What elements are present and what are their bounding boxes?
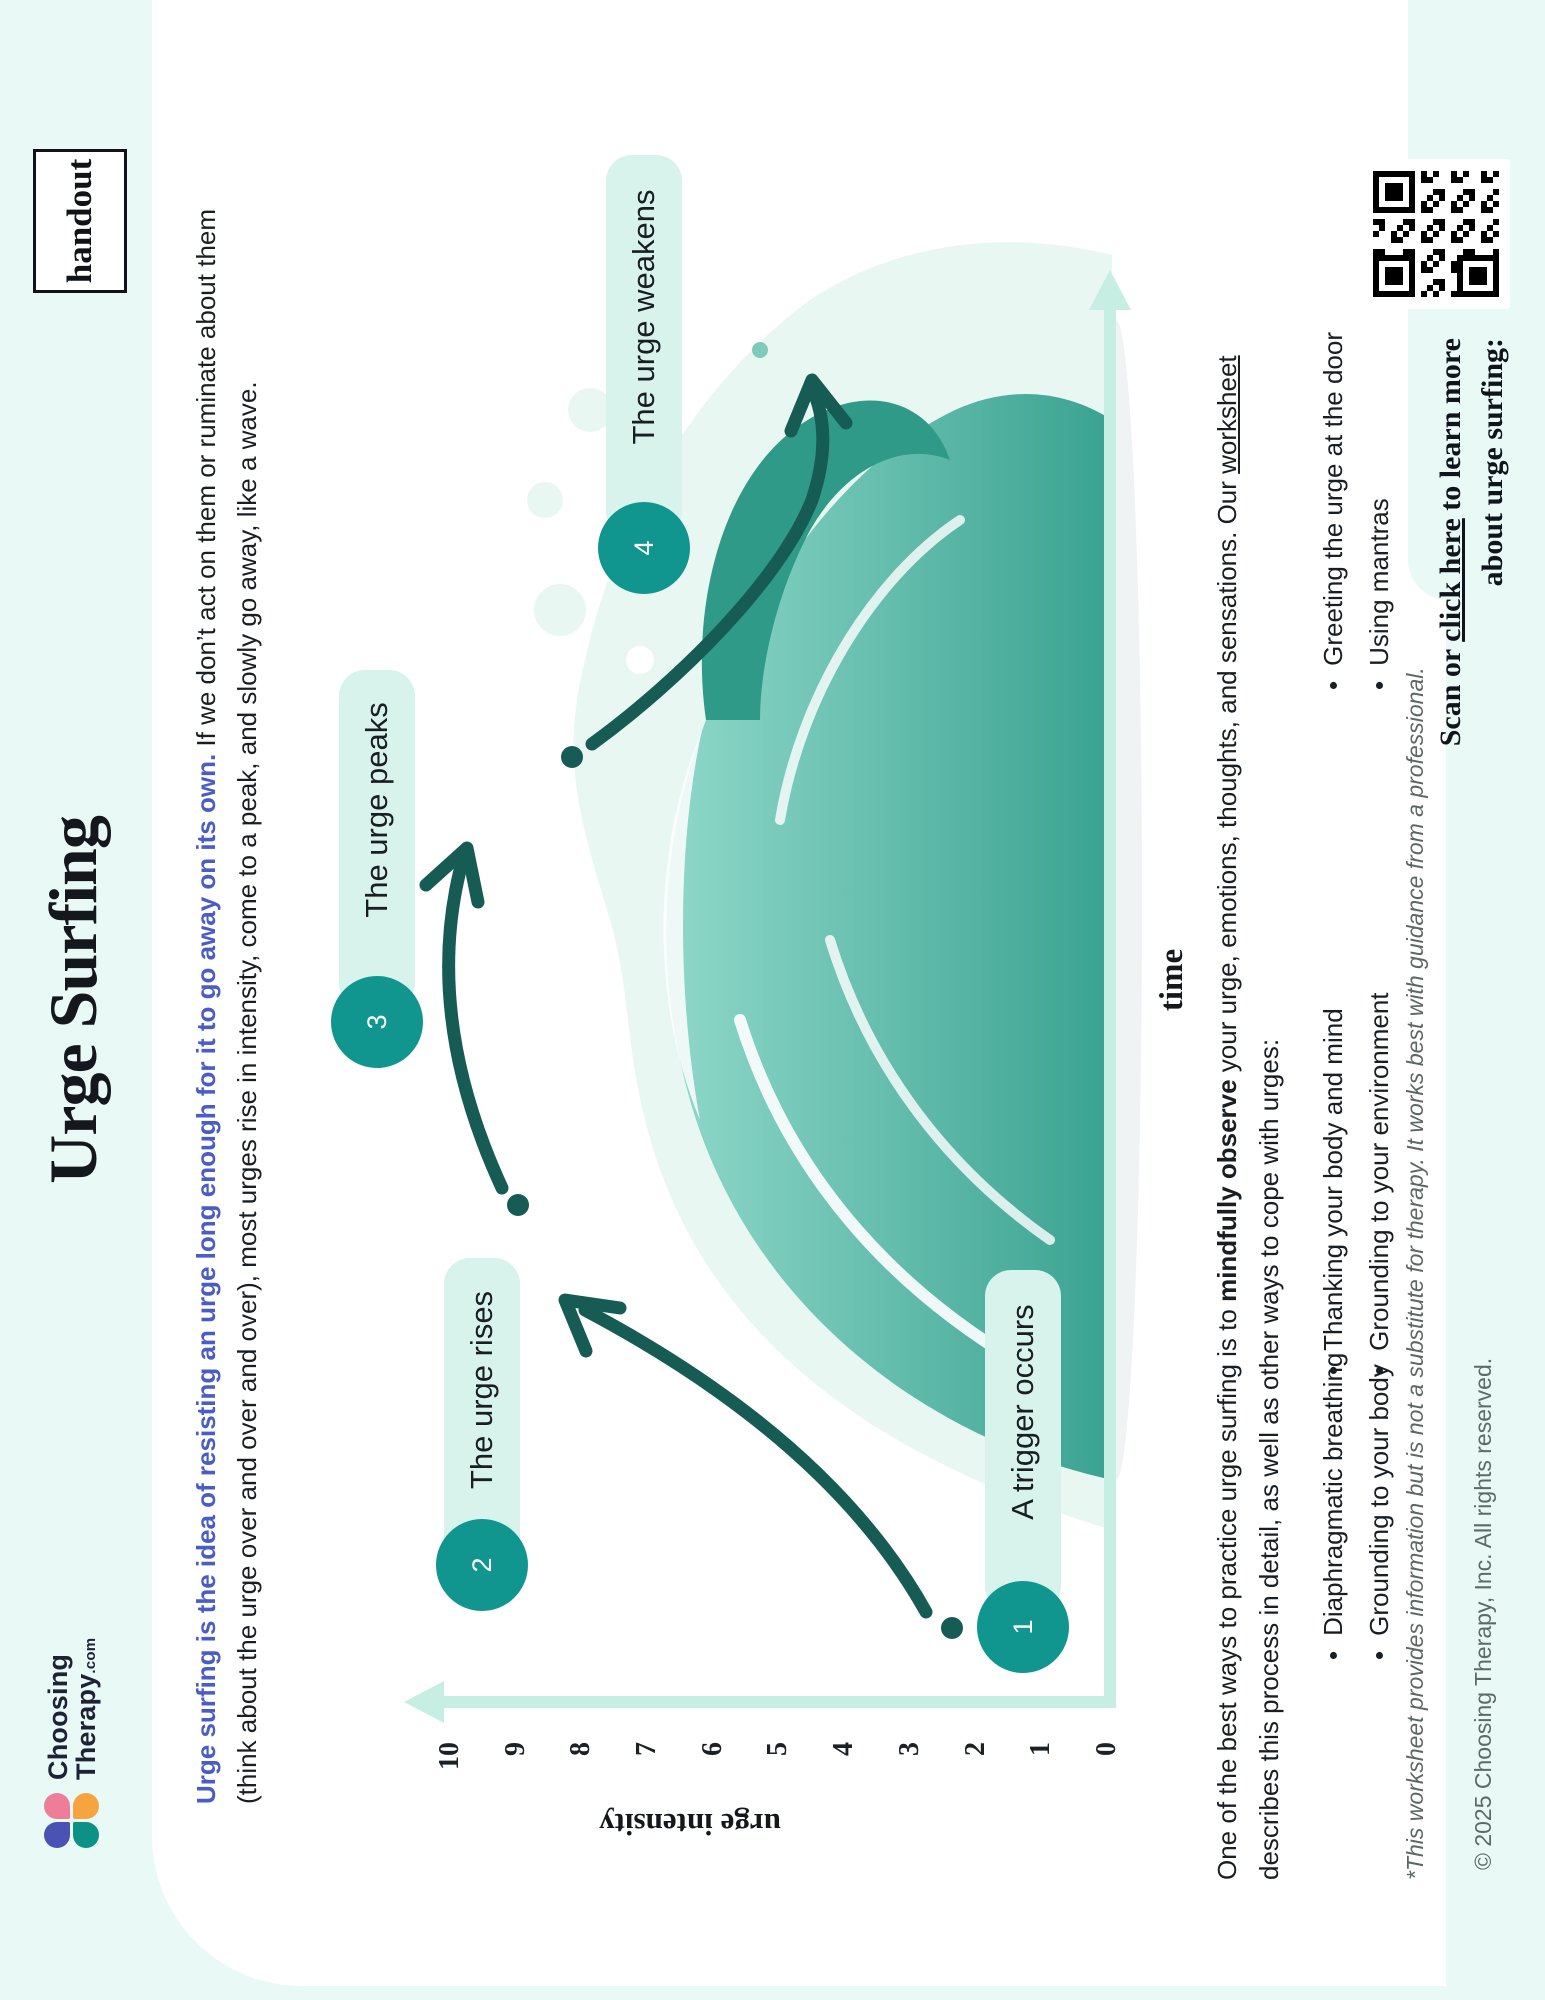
qr-code-modules [1373, 171, 1499, 297]
qr-module [1493, 267, 1499, 273]
brand-name [44, 1638, 101, 1780]
logo-petal-pink [44, 1793, 70, 1819]
qr-module [1493, 255, 1499, 261]
stage-circle-4 [598, 502, 690, 594]
handout-badge [33, 149, 127, 293]
stage-label: The urge peaks [359, 702, 394, 918]
qr-module [1493, 279, 1499, 285]
brand-logo-icon [44, 1792, 100, 1848]
qr-module [1493, 207, 1499, 213]
intro-line-2: (think about the urge over and over and over), most urges rise in intensity, come to a peak, and slowly go away, like a wave. [232, 381, 262, 1804]
qr-module [1493, 237, 1499, 243]
y-tick: 5 [762, 1742, 793, 1756]
para-mid: your urge, emotions, thoughts, and sensations. Our [1212, 473, 1242, 1080]
y-axis-ticks [434, 1742, 1122, 1770]
curve-start-dot [941, 1617, 963, 1639]
coping-bullet: • Diaphragmatic breathing [1318, 1353, 1349, 1660]
qr-module [1493, 219, 1499, 225]
scan-caption [1430, 338, 1514, 820]
qr-code [1362, 159, 1510, 309]
stage-number: 4 [628, 540, 659, 556]
stage-pill-weakens [606, 155, 682, 537]
bottom-paragraph-line-1 [1212, 355, 1243, 1880]
qr-module [1493, 177, 1499, 183]
y-tick: 4 [828, 1742, 859, 1756]
stage-circle-1 [977, 1581, 1069, 1673]
para-bold: mindfully observe [1212, 1079, 1242, 1302]
stage-label: A trigger occurs [1005, 1304, 1040, 1520]
y-tick: 1 [1025, 1742, 1056, 1756]
stage-number: 3 [361, 1014, 392, 1030]
qr-module [1493, 213, 1499, 219]
y-tick: 7 [631, 1742, 662, 1756]
logo-petal-blue [44, 1822, 70, 1848]
y-tick: 9 [500, 1742, 531, 1756]
page-title: Urge Surfing [35, 816, 111, 1184]
stage-number: 1 [1007, 1619, 1038, 1635]
qr-module [1493, 195, 1499, 201]
coping-bullet: • Using mantras [1364, 498, 1395, 690]
stage-pill-peaks [339, 670, 415, 1008]
stage-circle-2 [436, 1519, 528, 1611]
qr-module [1493, 201, 1499, 207]
intro-line-1 [186, 209, 227, 1804]
worksheet-link[interactable]: worksheet [1212, 355, 1242, 474]
intro-highlight: Urge surfing is the idea of resisting an urge long enough for it to go away on its own. [191, 753, 221, 1804]
scan-pre: Scan or [1434, 641, 1467, 747]
qr-module [1493, 189, 1499, 195]
curve-weaken-dot [561, 746, 583, 768]
scan-post: to learn more [1434, 338, 1467, 519]
logo-petal-orange [73, 1793, 99, 1819]
coping-bullet: • Greeting the urge at the door [1318, 332, 1349, 690]
handout-badge-label: handout [60, 158, 99, 284]
y-tick: 6 [697, 1742, 728, 1756]
y-axis-arrow-icon [404, 1681, 444, 1723]
stage-pill-trigger [985, 1270, 1061, 1612]
x-axis-label: time [1154, 948, 1190, 1012]
qr-module [1493, 273, 1499, 279]
stage-label: The urge weakens [626, 189, 661, 445]
y-tick: 2 [960, 1742, 991, 1756]
qr-module [1493, 225, 1499, 231]
copyright: © 2025 Choosing Therapy, Inc. All rights reserved. [1470, 1357, 1496, 1870]
brand-tld: .com [82, 1637, 100, 1674]
brand-line2: Therapy [71, 1673, 102, 1780]
qr-module [1493, 249, 1499, 255]
brand-logo [44, 1638, 101, 1848]
coping-bullet: • Grounding to your body [1364, 1364, 1395, 1660]
click-here-link[interactable]: click here [1434, 518, 1467, 642]
qr-module [1493, 231, 1499, 237]
bottom-paragraph-line-2: describes this process in detail, as well as other ways to cope with urges: [1254, 1038, 1284, 1880]
brand-line1: Choosing [43, 1653, 73, 1780]
coping-bullet: • Thanking your body and mind [1318, 1008, 1349, 1375]
qr-module [1493, 285, 1499, 291]
y-tick: 3 [894, 1742, 925, 1756]
intro-line1-rest: If we don’t act on them or ruminate about them [191, 208, 221, 754]
disclaimer-note: *This worksheet provides information but is not a substitute for therapy. It works best with guidance from a professional. [1402, 667, 1428, 1880]
qr-module [1493, 243, 1499, 249]
qr-module [1493, 291, 1499, 297]
scan-line-2: about urge surfing: [1476, 338, 1509, 587]
stage-label: The urge rises [464, 1290, 499, 1490]
curve-peak-dot [507, 1194, 529, 1216]
qr-module [1493, 171, 1499, 177]
para-pre: One of the best ways to practice urge surfing is to [1212, 1301, 1242, 1880]
y-tick: 10 [434, 1742, 465, 1770]
logo-petal-teal [73, 1822, 99, 1848]
y-tick: 8 [565, 1742, 596, 1756]
stage-circle-3 [331, 976, 423, 1068]
coping-bullet: • Grounding to your environment [1364, 992, 1395, 1375]
qr-module [1493, 183, 1499, 189]
qr-module [1493, 261, 1499, 267]
y-axis-label: urge intensity [599, 1807, 781, 1842]
stage-number: 2 [466, 1557, 497, 1573]
y-tick: 0 [1091, 1742, 1122, 1756]
